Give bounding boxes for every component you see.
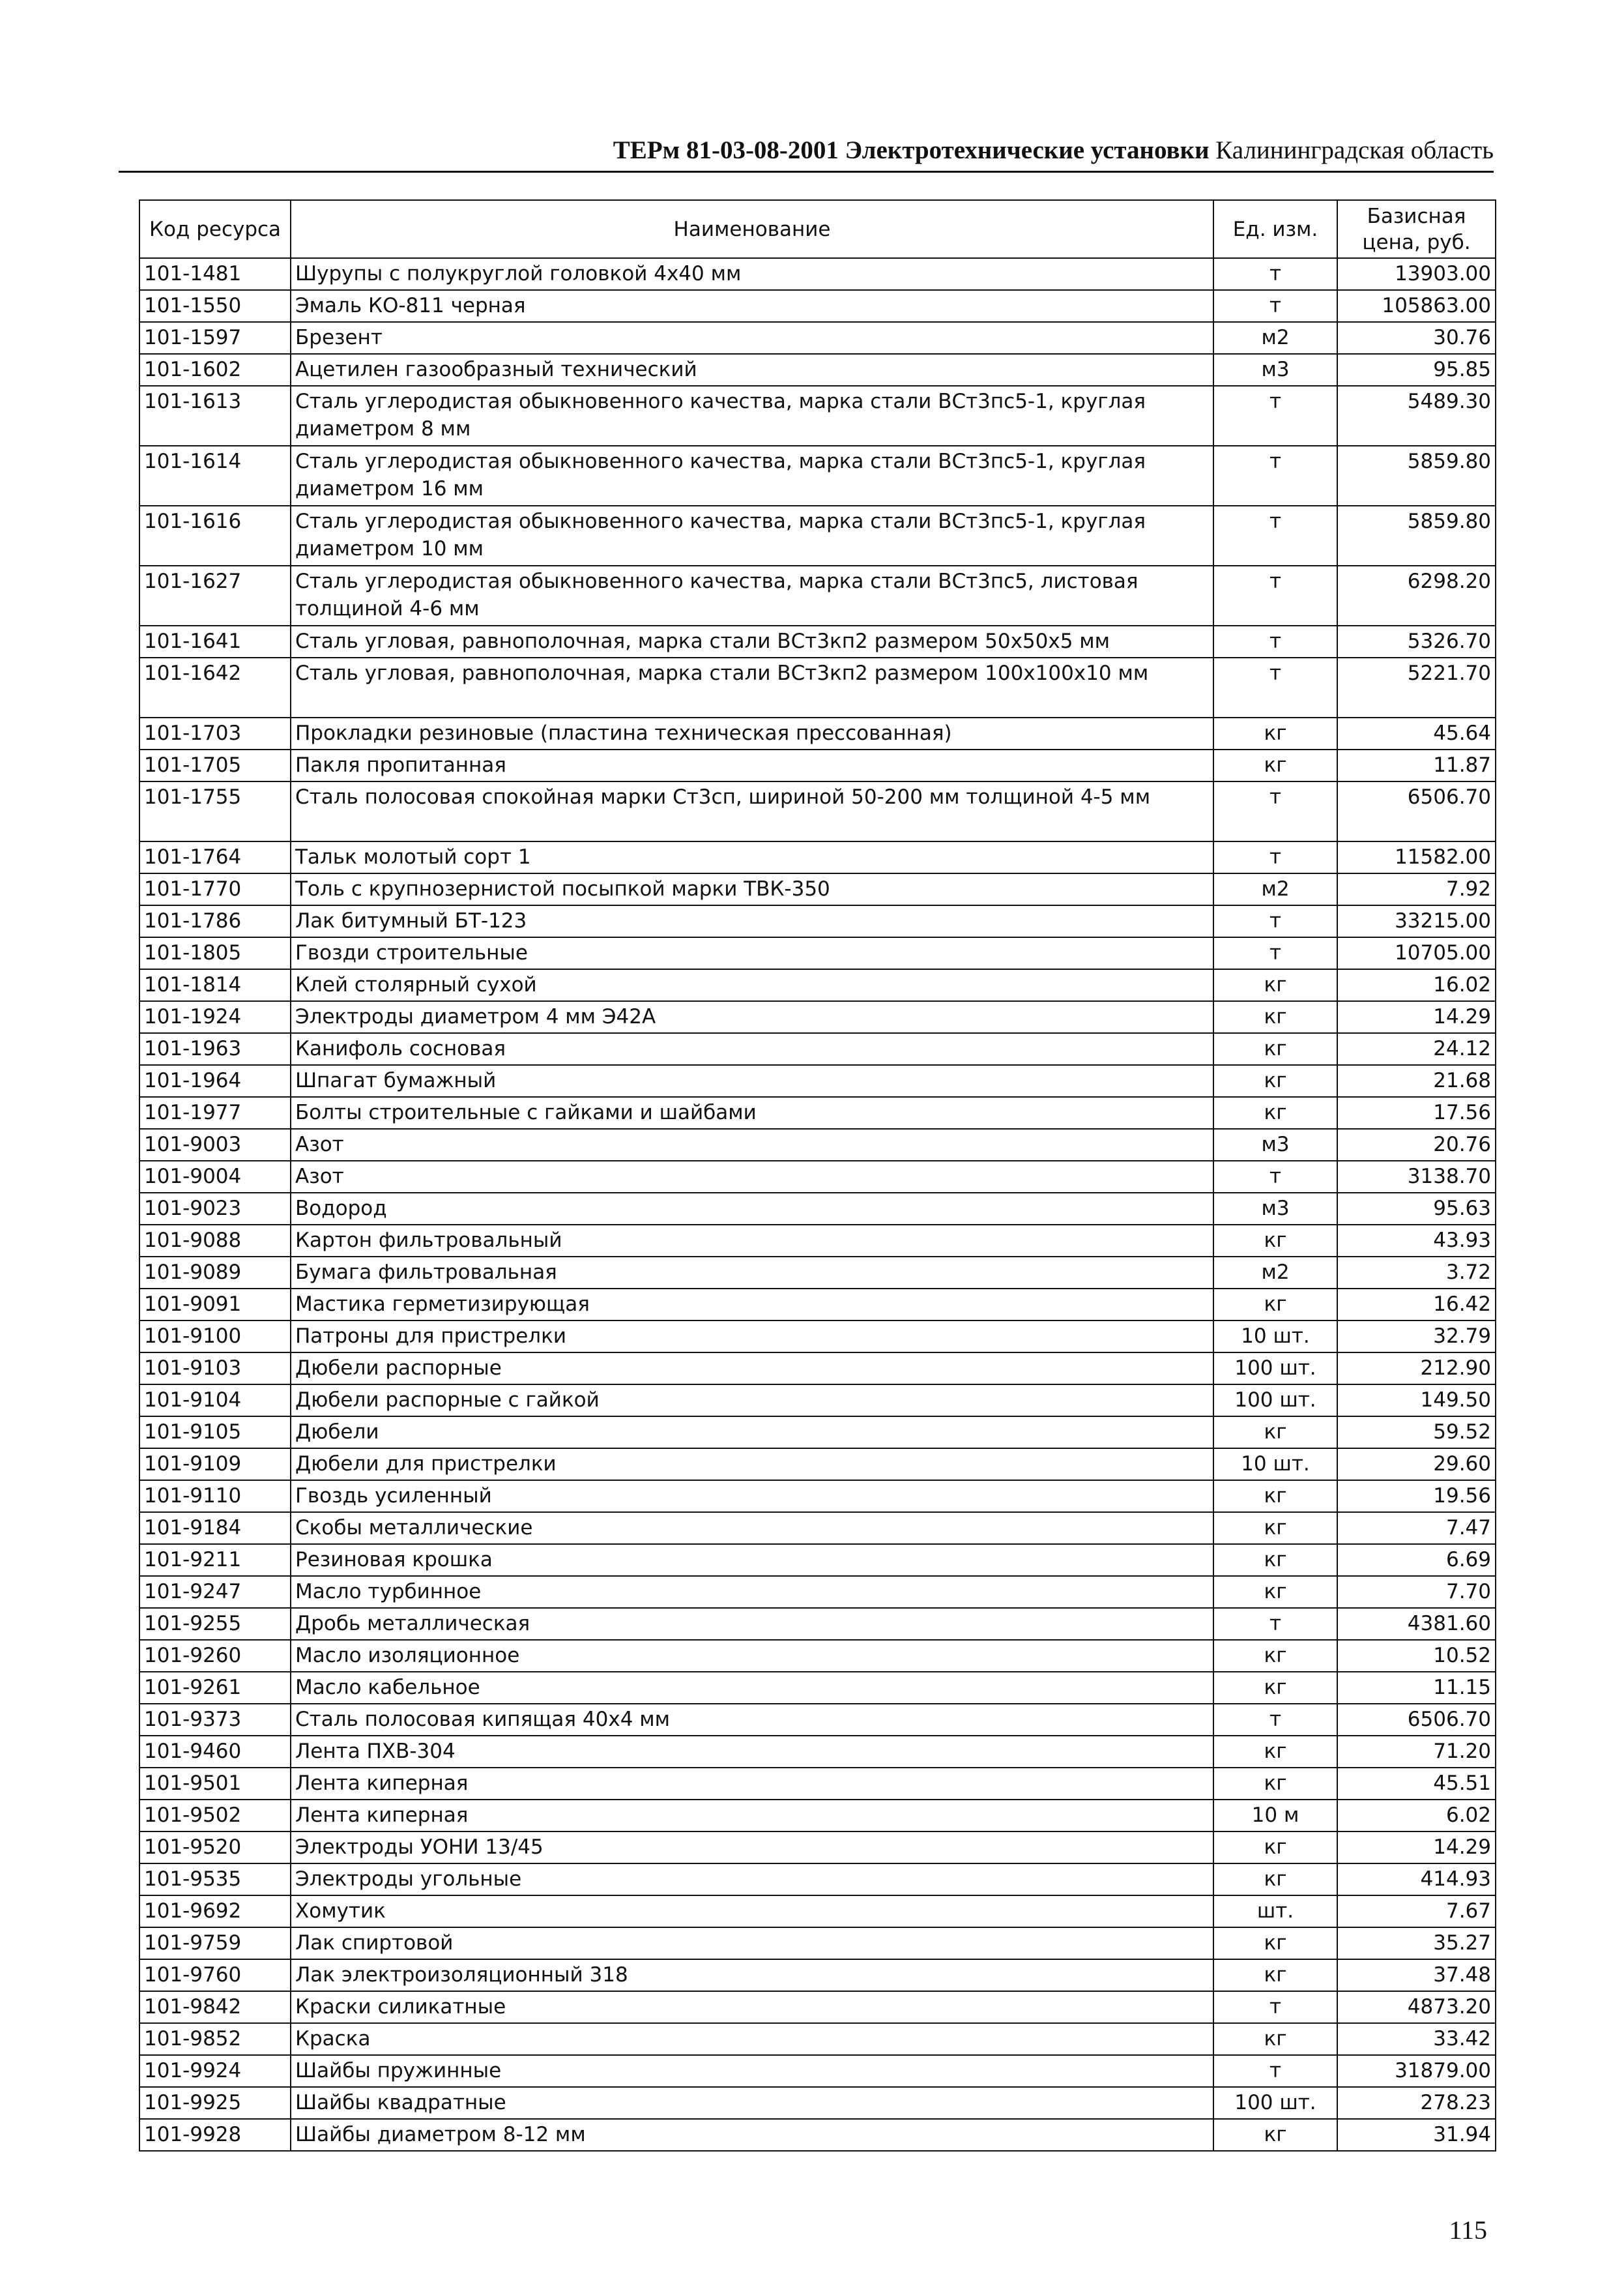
cell-code: 101-1814 [139,969,291,1001]
table-row [139,1193,1496,1225]
cell-unit: т [1213,446,1337,506]
cell-unit: кг [1213,1033,1337,1065]
table-row [139,1321,1496,1352]
cell-name: Резиновая крошка [291,1544,1213,1576]
cell-unit: кг [1213,1480,1337,1512]
cell-price: 10.52 [1337,1640,1496,1672]
cell-name: Ацетилен газообразный технический [291,354,1213,386]
document-title: ТЕРм 81-03-08-2001 Электротехнические установки [613,136,1210,164]
cell-unit: т [1213,506,1337,566]
cell-code: 101-1924 [139,1001,291,1033]
cell-code: 101-9023 [139,1193,291,1225]
cell-unit: 10 м [1213,1800,1337,1831]
cell-price: 71.20 [1337,1736,1496,1768]
region-name: Калининградская область [1209,136,1494,164]
cell-unit: 100 шт. [1213,2087,1337,2119]
table-row [139,354,1496,386]
cell-price: 5859.80 [1337,446,1496,506]
cell-code: 101-9110 [139,1480,291,1512]
cell-unit: т [1213,937,1337,969]
cell-price: 5859.80 [1337,506,1496,566]
table-row [139,290,1496,322]
cell-unit: кг [1213,1289,1337,1321]
cell-price: 7.92 [1337,873,1496,905]
cell-unit: кг [1213,1672,1337,1704]
table-row [139,506,1496,566]
cell-price: 29.60 [1337,1448,1496,1480]
cell-code: 101-9842 [139,1991,291,2023]
cell-unit: кг [1213,718,1337,750]
table-row [139,1544,1496,1576]
table-row [139,1895,1496,1927]
cell-price: 7.67 [1337,1895,1496,1927]
cell-code: 101-1613 [139,386,291,446]
cell-price: 105863.00 [1337,290,1496,322]
cell-code: 101-9924 [139,2055,291,2087]
cell-code: 101-1641 [139,626,291,658]
cell-name: Краски силикатные [291,1991,1213,2023]
cell-name: Эмаль КО-811 черная [291,290,1213,322]
cell-price: 21.68 [1337,1065,1496,1097]
cell-price: 149.50 [1337,1384,1496,1416]
table-row [139,1927,1496,1959]
cell-price: 5489.30 [1337,386,1496,446]
cell-name: Гвозди строительные [291,937,1213,969]
cell-code: 101-1642 [139,658,291,718]
cell-code: 101-1705 [139,750,291,781]
cell-unit: т [1213,841,1337,873]
cell-code: 101-9211 [139,1544,291,1576]
cell-unit: кг [1213,1001,1337,1033]
cell-code: 101-9100 [139,1321,291,1352]
table-row [139,1416,1496,1448]
table-row [139,2087,1496,2119]
cell-name: Сталь угловая, равнополочная, марка стали ВСт3кп2 размером 50х50х5 мм [291,626,1213,658]
cell-code: 101-1805 [139,937,291,969]
cell-price: 212.90 [1337,1352,1496,1384]
cell-price: 278.23 [1337,2087,1496,2119]
cell-code: 101-9184 [139,1512,291,1544]
cell-code: 101-1963 [139,1033,291,1065]
cell-name: Болты строительные с гайками и шайбами [291,1097,1213,1129]
table-body [139,258,1496,2151]
cell-code: 101-9760 [139,1959,291,1991]
cell-code: 101-1755 [139,781,291,841]
cell-name: Электроды угольные [291,1863,1213,1895]
cell-unit: т [1213,1161,1337,1193]
cell-unit: т [1213,1608,1337,1640]
cell-code: 101-9692 [139,1895,291,1927]
table-row [139,905,1496,937]
cell-code: 101-9928 [139,2119,291,2151]
table-row [139,1257,1496,1289]
cell-unit: кг [1213,750,1337,781]
cell-unit: 10 шт. [1213,1321,1337,1352]
cell-name: Дюбели для пристрелки [291,1448,1213,1480]
cell-code: 101-1627 [139,566,291,626]
cell-unit: кг [1213,1768,1337,1800]
page-header [119,134,1494,173]
table-row [139,1001,1496,1033]
cell-unit: кг [1213,1959,1337,1991]
cell-name: Толь с крупнозернистой посыпкой марки ТВК-350 [291,873,1213,905]
cell-price: 33215.00 [1337,905,1496,937]
cell-name: Дюбели [291,1416,1213,1448]
table-row [139,626,1496,658]
cell-price: 5326.70 [1337,626,1496,658]
cell-name: Азот [291,1129,1213,1161]
cell-code: 101-9759 [139,1927,291,1959]
cell-code: 101-9089 [139,1257,291,1289]
table-row [139,2055,1496,2087]
cell-price: 95.63 [1337,1193,1496,1225]
cell-name: Брезент [291,322,1213,354]
cell-unit: кг [1213,1863,1337,1895]
table-row [139,1097,1496,1129]
cell-unit: кг [1213,2119,1337,2151]
table-row [139,969,1496,1001]
cell-code: 101-1964 [139,1065,291,1097]
cell-code: 101-1602 [139,354,291,386]
cell-name: Шпагат бумажный [291,1065,1213,1097]
cell-price: 31.94 [1337,2119,1496,2151]
cell-name: Гвоздь усиленный [291,1480,1213,1512]
cell-unit: кг [1213,1065,1337,1097]
cell-unit: 100 шт. [1213,1352,1337,1384]
cell-unit: м3 [1213,354,1337,386]
cell-code: 101-9004 [139,1161,291,1193]
table-row [139,841,1496,873]
table-row [139,1991,1496,2023]
cell-code: 101-9501 [139,1768,291,1800]
cell-unit: кг [1213,2023,1337,2055]
cell-unit: кг [1213,1736,1337,1768]
table-row [139,1448,1496,1480]
cell-code: 101-9260 [139,1640,291,1672]
cell-name: Канифоль сосновая [291,1033,1213,1065]
cell-unit: м2 [1213,1257,1337,1289]
table-row [139,2119,1496,2151]
cell-price: 3138.70 [1337,1161,1496,1193]
cell-unit: 100 шт. [1213,1384,1337,1416]
cell-code: 101-9105 [139,1416,291,1448]
cell-name: Масло изоляционное [291,1640,1213,1672]
cell-name: Лак электроизоляционный 318 [291,1959,1213,1991]
table-row [139,566,1496,626]
cell-price: 19.56 [1337,1480,1496,1512]
cell-name: Клей столярный сухой [291,969,1213,1001]
cell-price: 30.76 [1337,322,1496,354]
cell-name: Сталь полосовая спокойная марки Ст3сп, шириной 50-200 мм толщиной 4-5 мм [291,781,1213,841]
cell-code: 101-9460 [139,1736,291,1768]
table-row [139,1672,1496,1704]
cell-price: 13903.00 [1337,258,1496,290]
cell-name: Сталь углеродистая обыкновенного качества, марка стали ВСт3пс5-1, круглая диаметром 8 мм [291,386,1213,446]
cell-code: 101-9261 [139,1672,291,1704]
cell-code: 101-9247 [139,1576,291,1608]
cell-name: Сталь полосовая кипящая 40х4 мм [291,1704,1213,1736]
table-row [139,781,1496,841]
cell-name: Бумага фильтровальная [291,1257,1213,1289]
table-row [139,658,1496,718]
table-row [139,1800,1496,1831]
cell-name: Скобы металлические [291,1512,1213,1544]
cell-unit: т [1213,258,1337,290]
cell-name: Дюбели распорные с гайкой [291,1384,1213,1416]
cell-name: Водород [291,1193,1213,1225]
cell-price: 32.79 [1337,1321,1496,1352]
cell-price: 43.93 [1337,1225,1496,1257]
cell-name: Азот [291,1161,1213,1193]
table-row [139,1768,1496,1800]
cell-code: 101-9003 [139,1129,291,1161]
table-row [139,1608,1496,1640]
table-row [139,1863,1496,1895]
cell-code: 101-1616 [139,506,291,566]
cell-unit: кг [1213,1640,1337,1672]
cell-price: 3.72 [1337,1257,1496,1289]
cell-unit: т [1213,905,1337,937]
cell-name: Лента киперная [291,1800,1213,1831]
cell-name: Прокладки резиновые (пластина техническая прессованная) [291,718,1213,750]
cell-price: 37.48 [1337,1959,1496,1991]
cell-code: 101-1614 [139,446,291,506]
cell-unit: кг [1213,1576,1337,1608]
table-row [139,1289,1496,1321]
cell-name: Дробь металлическая [291,1608,1213,1640]
table-row [139,1352,1496,1384]
cell-price: 31879.00 [1337,2055,1496,2087]
cell-price: 10705.00 [1337,937,1496,969]
cell-code: 101-1550 [139,290,291,322]
cell-unit: м3 [1213,1129,1337,1161]
cell-price: 4873.20 [1337,1991,1496,2023]
cell-name: Лента киперная [291,1768,1213,1800]
cell-unit: кг [1213,1416,1337,1448]
table-row [139,1065,1496,1097]
table-row [139,446,1496,506]
cell-name: Хомутик [291,1895,1213,1927]
table-row [139,1129,1496,1161]
cell-name: Шайбы квадратные [291,2087,1213,2119]
cell-price: 33.42 [1337,2023,1496,2055]
cell-code: 101-1977 [139,1097,291,1129]
cell-price: 6506.70 [1337,1704,1496,1736]
cell-unit: т [1213,386,1337,446]
cell-name: Мастика герметизирующая [291,1289,1213,1321]
cell-unit: т [1213,290,1337,322]
cell-name: Сталь углеродистая обыкновенного качества, марка стали ВСт3пс5-1, круглая диаметром 10 мм [291,506,1213,566]
cell-name: Шурупы с полукруглой головкой 4х40 мм [291,258,1213,290]
cell-code: 101-9091 [139,1289,291,1321]
cell-name: Электроды УОНИ 13/45 [291,1831,1213,1863]
cell-unit: 10 шт. [1213,1448,1337,1480]
column-header-code: Код ресурса [139,200,291,258]
cell-name: Патроны для пристрелки [291,1321,1213,1352]
cell-price: 17.56 [1337,1097,1496,1129]
cell-unit: т [1213,658,1337,718]
cell-unit: кг [1213,1927,1337,1959]
cell-unit: шт. [1213,1895,1337,1927]
cell-name: Сталь угловая, равнополочная, марка стали ВСт3кп2 размером 100х100х10 мм [291,658,1213,718]
cell-unit: кг [1213,1831,1337,1863]
cell-code: 101-9502 [139,1800,291,1831]
cell-unit: кг [1213,1225,1337,1257]
table-row [139,258,1496,290]
cell-unit: кг [1213,1512,1337,1544]
cell-price: 45.64 [1337,718,1496,750]
cell-price: 414.93 [1337,1863,1496,1895]
cell-code: 101-1597 [139,322,291,354]
cell-unit: м2 [1213,322,1337,354]
cell-code: 101-9535 [139,1863,291,1895]
cell-price: 11.15 [1337,1672,1496,1704]
cell-name: Картон фильтровальный [291,1225,1213,1257]
cell-unit: кг [1213,1097,1337,1129]
cell-code: 101-9925 [139,2087,291,2119]
table-row [139,1736,1496,1768]
table-row [139,1512,1496,1544]
cell-name: Краска [291,2023,1213,2055]
column-header-unit: Ед. изм. [1213,200,1337,258]
cell-unit: т [1213,1704,1337,1736]
cell-price: 35.27 [1337,1927,1496,1959]
cell-price: 59.52 [1337,1416,1496,1448]
cell-price: 4381.60 [1337,1608,1496,1640]
cell-price: 16.42 [1337,1289,1496,1321]
cell-name: Масло турбинное [291,1576,1213,1608]
cell-price: 14.29 [1337,1831,1496,1863]
cell-unit: т [1213,626,1337,658]
cell-code: 101-9088 [139,1225,291,1257]
page-number: 115 [1449,2215,1487,2245]
cell-name: Лента ПХВ-304 [291,1736,1213,1768]
table-row [139,750,1496,781]
table-row [139,1959,1496,1991]
cell-code: 101-9109 [139,1448,291,1480]
cell-price: 7.70 [1337,1576,1496,1608]
cell-code: 101-9373 [139,1704,291,1736]
cell-price: 24.12 [1337,1033,1496,1065]
table-row [139,1640,1496,1672]
cell-name: Сталь углеродистая обыкновенного качества, марка стали ВСт3пс5-1, круглая диаметром 16 мм [291,446,1213,506]
cell-code: 101-1770 [139,873,291,905]
cell-unit: т [1213,781,1337,841]
cell-price: 6298.20 [1337,566,1496,626]
cell-price: 20.76 [1337,1129,1496,1161]
cell-name: Электроды диаметром 4 мм Э42А [291,1001,1213,1033]
table-row [139,1704,1496,1736]
column-header-price: Базисная цена, руб. [1337,200,1496,258]
cell-unit: кг [1213,1544,1337,1576]
cell-unit: м3 [1213,1193,1337,1225]
table-row [139,1384,1496,1416]
cell-unit: кг [1213,969,1337,1001]
table-row [139,873,1496,905]
cell-code: 101-9104 [139,1384,291,1416]
cell-code: 101-9852 [139,2023,291,2055]
cell-price: 11582.00 [1337,841,1496,873]
cell-price: 45.51 [1337,1768,1496,1800]
cell-name: Шайбы диаметром 8-12 мм [291,2119,1213,2151]
cell-code: 101-1703 [139,718,291,750]
table-row [139,937,1496,969]
table-row [139,322,1496,354]
cell-name: Тальк молотый сорт 1 [291,841,1213,873]
cell-price: 11.87 [1337,750,1496,781]
cell-name: Лак битумный БТ-123 [291,905,1213,937]
cell-code: 101-1481 [139,258,291,290]
table-row [139,1225,1496,1257]
cell-name: Лак спиртовой [291,1927,1213,1959]
cell-price: 7.47 [1337,1512,1496,1544]
table-row [139,1831,1496,1863]
cell-code: 101-9103 [139,1352,291,1384]
cell-name: Шайбы пружинные [291,2055,1213,2087]
cell-price: 6506.70 [1337,781,1496,841]
cell-name: Сталь углеродистая обыкновенного качества, марка стали ВСт3пс5, листовая толщиной 4-6 мм [291,566,1213,626]
column-header-name: Наименование [291,200,1213,258]
cell-unit: т [1213,2055,1337,2087]
cell-price: 14.29 [1337,1001,1496,1033]
table-row [139,2023,1496,2055]
table-row [139,1480,1496,1512]
cell-code: 101-1786 [139,905,291,937]
table-row [139,1576,1496,1608]
resource-price-table [139,199,1496,2152]
table-row [139,1033,1496,1065]
cell-unit: м2 [1213,873,1337,905]
cell-price: 95.85 [1337,354,1496,386]
cell-name: Пакля пропитанная [291,750,1213,781]
cell-code: 101-1764 [139,841,291,873]
cell-name: Масло кабельное [291,1672,1213,1704]
table-row [139,718,1496,750]
cell-code: 101-9520 [139,1831,291,1863]
cell-name: Дюбели распорные [291,1352,1213,1384]
cell-code: 101-9255 [139,1608,291,1640]
cell-price: 5221.70 [1337,658,1496,718]
cell-price: 6.69 [1337,1544,1496,1576]
cell-price: 16.02 [1337,969,1496,1001]
cell-unit: т [1213,1991,1337,2023]
cell-price: 6.02 [1337,1800,1496,1831]
table-row [139,1161,1496,1193]
table-row [139,386,1496,446]
cell-unit: т [1213,566,1337,626]
table-header-row [139,200,1496,258]
